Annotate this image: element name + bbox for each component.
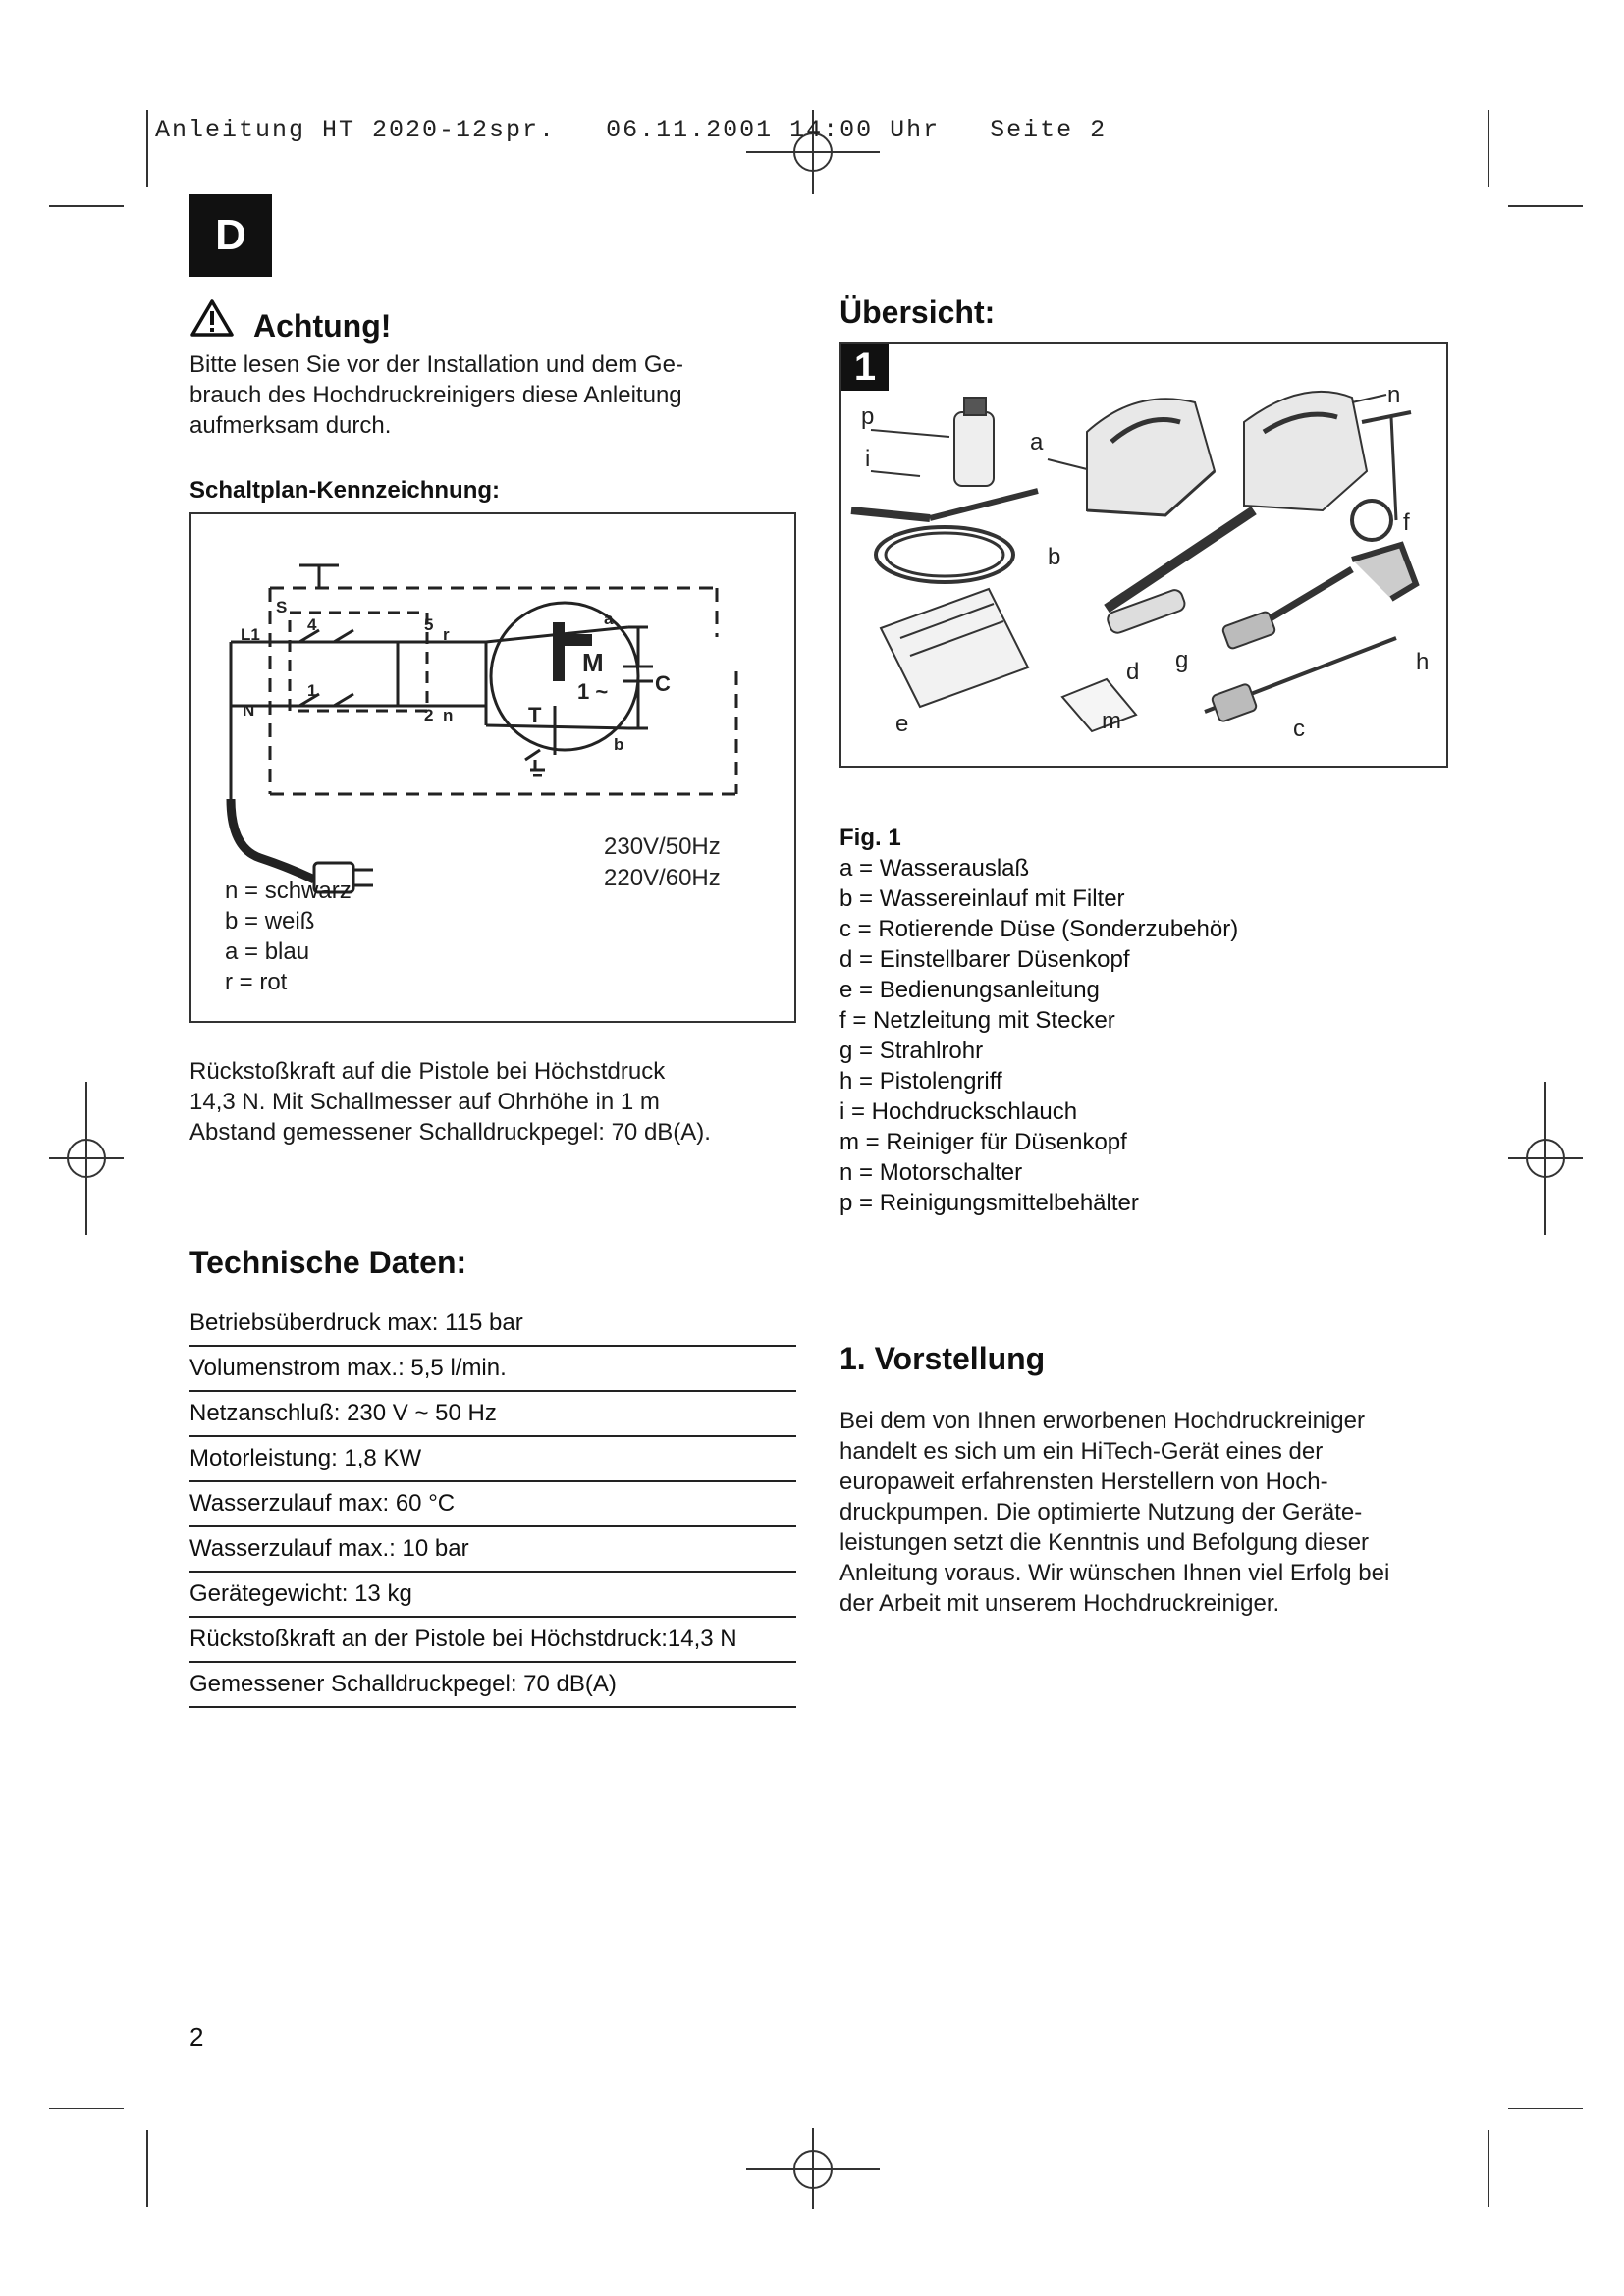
callout-e: e [895,711,909,737]
label-T: T [528,703,542,727]
callout-n: n [1387,382,1401,408]
label-r: r [443,625,450,644]
tech-row: Wasserzulauf max: 60 °C [189,1482,796,1527]
figure-legend [839,823,1238,1218]
legend-item: h = Pistolengriff [839,1068,1002,1095]
product-figure-box [839,342,1448,768]
intro-text: Bei dem von Ihnen erworbenen Hochdruckreiniger handelt es sich um ein HiTech-Gerät eines der europaweit erfahrensten Herstellern von Hoch- druckpumpen. Die optimierte Nutzung der Geräte- leistungen setzt die Kenntnis und Befolgung dieser Anleitung voraus. Wir wünschen Ihnen viel Erfolg bei der Arbeit mit unserem Hochdruckreiniger. [839,1408,1390,1617]
print-header: Anleitung HT 2020-12spr. 06.11.2001 14:00 Uhr Seite 2 [155,116,1108,144]
label-contact-2: 2 [424,706,434,724]
legend-item: c = Rotierende Düse (Sonderzubehör) [839,916,1239,942]
voltage-50hz: 230V/50Hz [604,833,721,860]
label-C: C [655,671,671,696]
legend-item: a = Wasserauslaß [839,855,1030,881]
label-contact-5: 5 [424,615,434,634]
tech-row: Gerätegewicht: 13 kg [189,1573,796,1618]
intro-title: 1. Vorstellung [839,1341,1046,1376]
legend-item: n = Motorschalter [839,1159,1023,1186]
wiring-title: Schaltplan-Kennzeichnung: [189,477,501,504]
tech-row: Volumenstrom max.: 5,5 l/min. [189,1347,796,1392]
callout-a: a [1030,429,1044,455]
label-N: N [243,701,255,720]
warning-triangle-icon [189,298,235,338]
label-L1: L1 [241,625,260,644]
language-badge: D [189,194,272,277]
warning-title: Achtung! [253,308,392,344]
wiring-diagram-box [189,512,796,1023]
label-a: a [604,610,614,628]
callout-c: c [1293,716,1305,742]
figure-number-badge: 1 [841,344,889,391]
tech-row: Motorleistung: 1,8 KW [189,1437,796,1482]
callout-p: p [861,403,875,430]
legend-item: p = Reinigungsmittelbehälter [839,1190,1139,1216]
product-illustration [841,344,1446,766]
label-S: S [276,598,288,616]
tech-title: Technische Daten: [189,1245,467,1280]
warning-text: Bitte lesen Sie vor der Installation und dem Ge- brauch des Hochdruckreinigers diese Anleitung aufmerksam durch. [189,351,683,439]
legend-item: f = Netzleitung mit Stecker [839,1007,1115,1034]
label-n: n [443,706,454,724]
tech-row: Netzanschluß: 230 V ~ 50 Hz [189,1392,796,1437]
figure-label: Fig. 1 [839,825,901,851]
wire-color-legend: n = schwarz b = weiß a = blau r = rot [225,878,352,995]
legend-item: g = Strahlrohr [839,1038,984,1064]
legend-item: b = Wassereinlauf mit Filter [839,885,1125,912]
callout-g: g [1175,647,1189,673]
page-number: 2 [189,2022,204,2052]
label-contact-1: 1 [307,681,317,700]
label-contact-4: 4 [307,615,317,634]
callout-b: b [1048,544,1061,570]
label-M1: 1 ~ [577,679,609,704]
legend-item: e = Bedienungsanleitung [839,977,1100,1003]
callout-d: d [1126,659,1140,685]
callout-f: f [1403,509,1410,536]
voltage-60hz: 220V/60Hz [604,865,721,891]
tech-row: Wasserzulauf max.: 10 bar [189,1527,796,1573]
legend-item: m = Reiniger für Düsenkopf [839,1129,1127,1155]
tech-row: Rückstoßkraft an der Pistole bei Höchstdruck:14,3 N [189,1618,796,1663]
legend-item: d = Einstellbarer Düsenkopf [839,946,1130,973]
callout-h: h [1416,649,1430,675]
callout-m: m [1102,708,1121,734]
overview-title: Übersicht: [839,294,996,330]
callout-i: i [865,446,871,472]
recoil-text: Rückstoßkraft auf die Pistole bei Höchstdruck 14,3 N. Mit Schallmesser auf Ohrhöhe in 1 m Abstand gemessener Schalldruckpegel: 70 dB(A). [189,1058,711,1146]
tech-row: Betriebsüberdruck max: 115 bar [189,1302,796,1347]
tech-table [189,1302,796,1708]
label-M: M [582,648,604,677]
label-b: b [614,735,624,754]
legend-item: i = Hochdruckschlauch [839,1098,1078,1125]
tech-row: Gemessener Schalldruckpegel: 70 dB(A) [189,1663,796,1708]
